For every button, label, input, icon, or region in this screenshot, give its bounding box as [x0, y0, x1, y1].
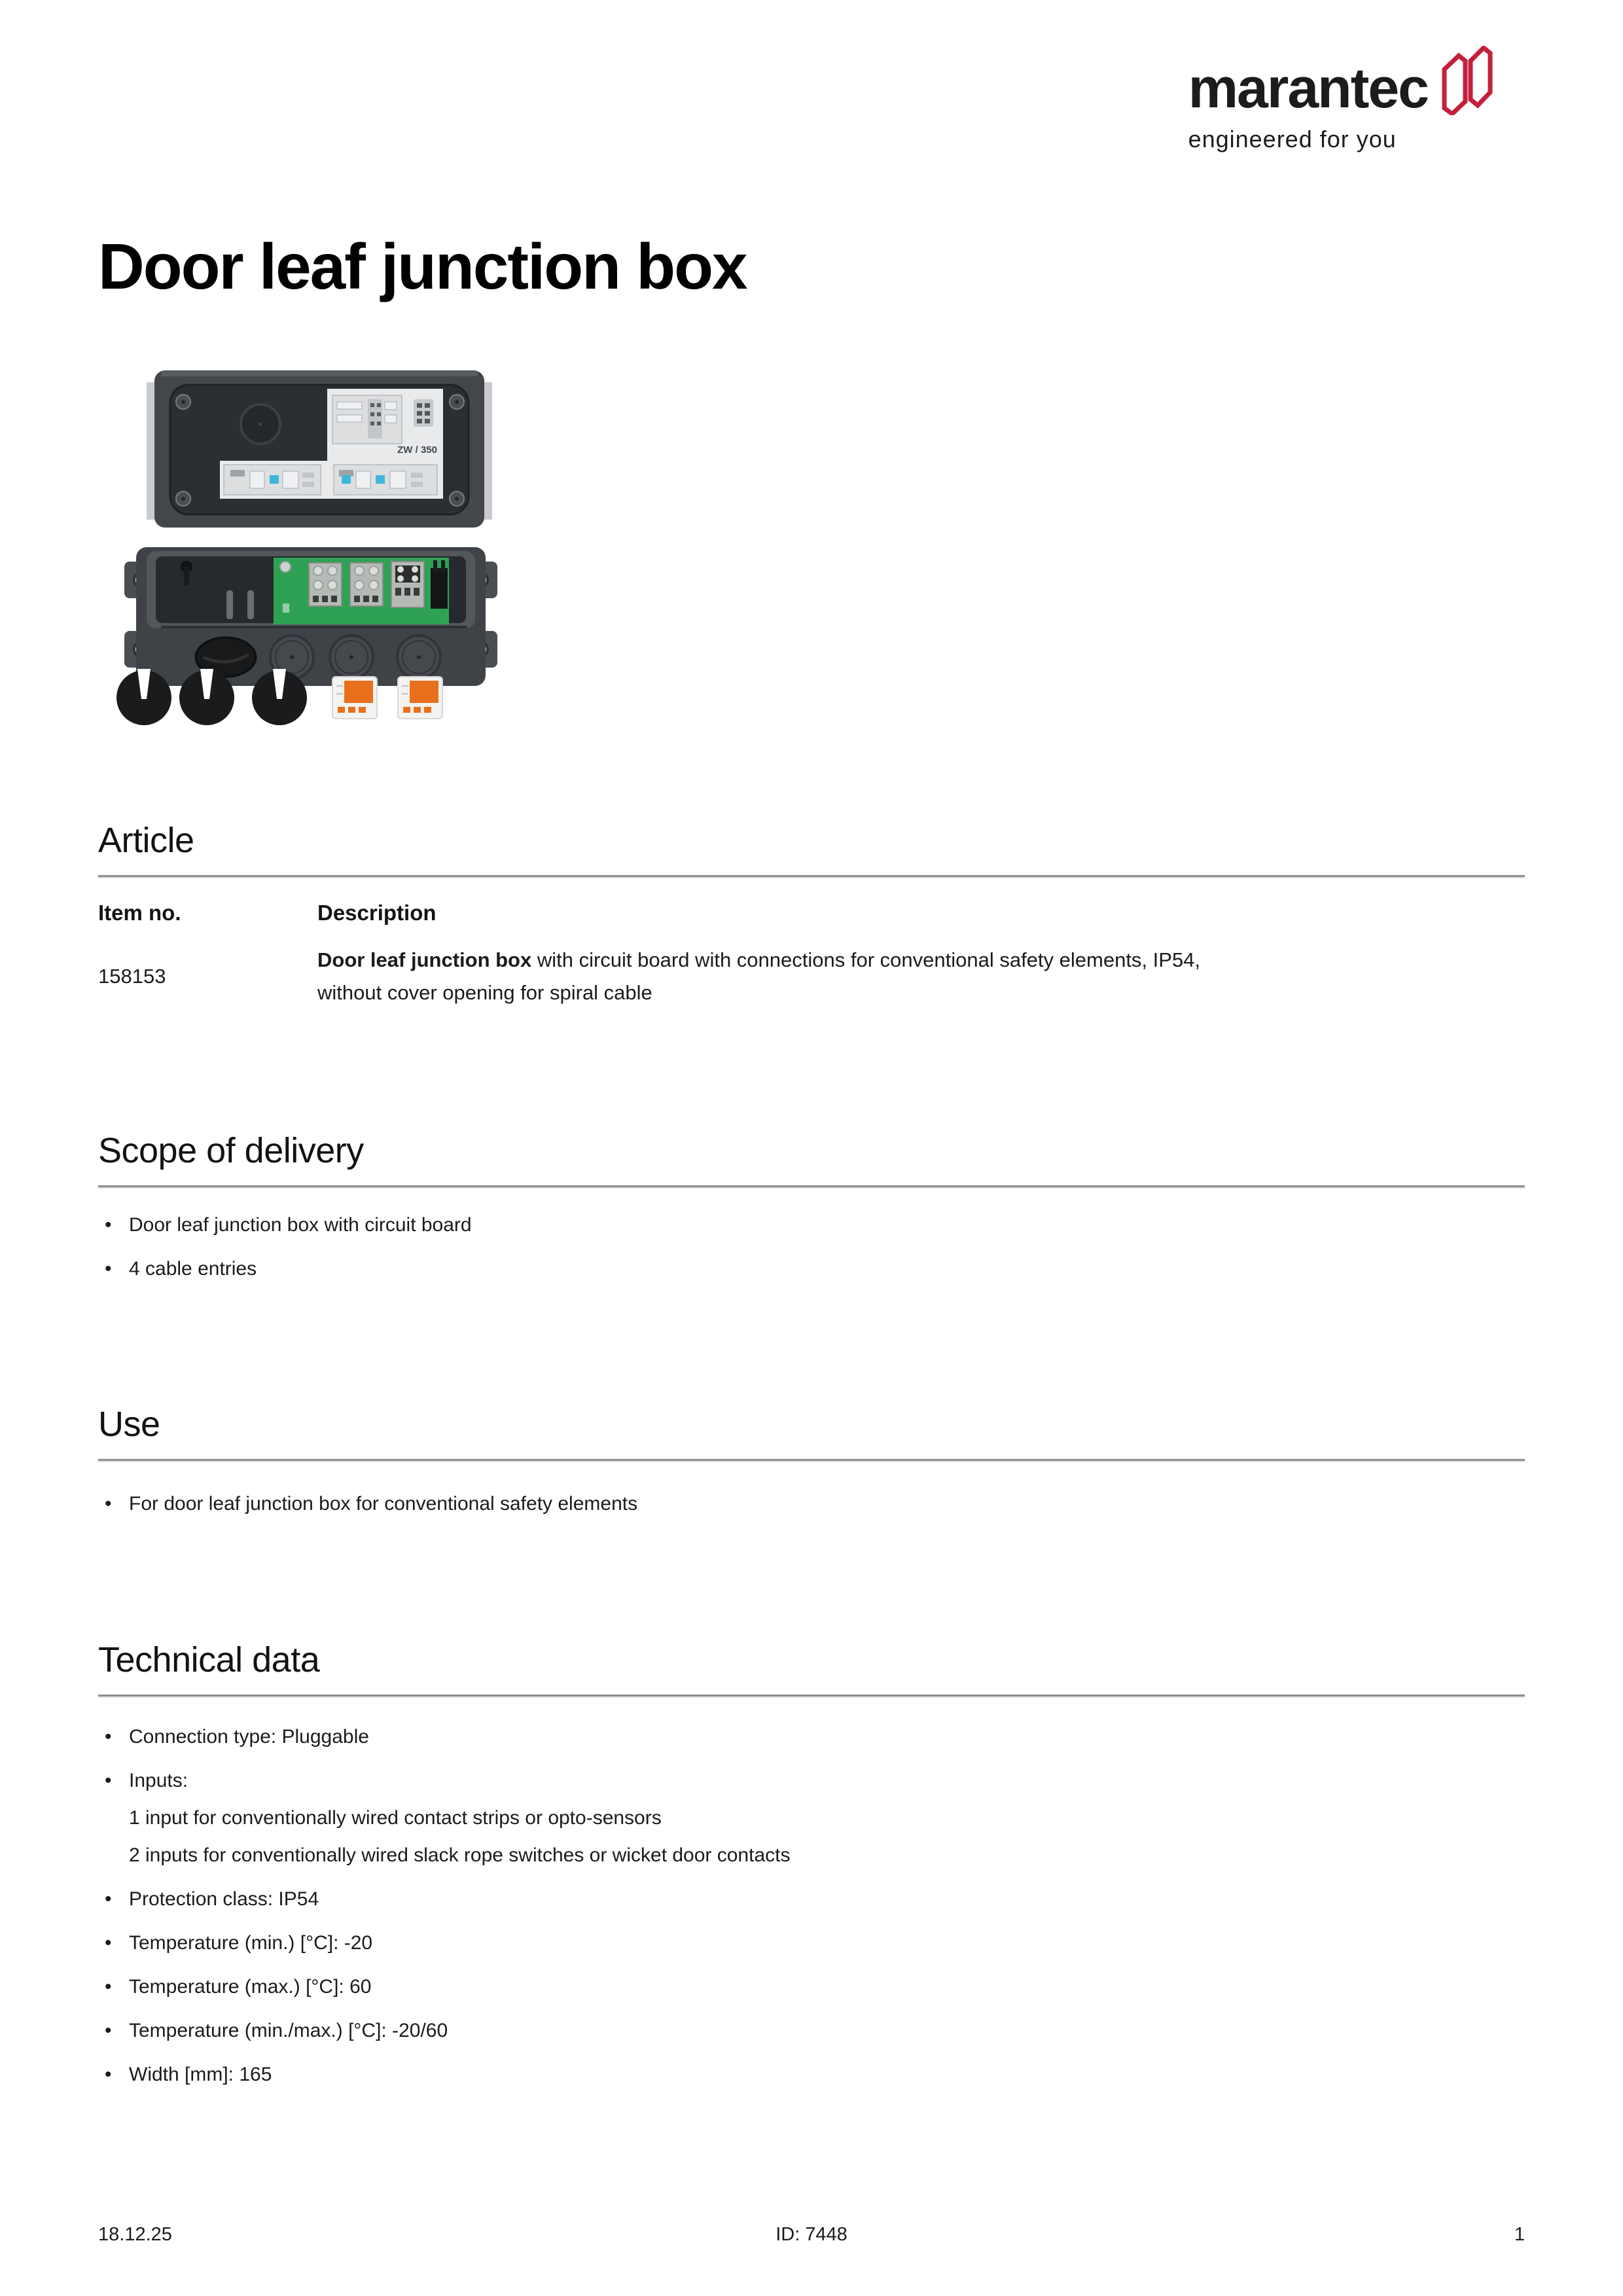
- brand-tagline: engineered for you: [1188, 126, 1397, 152]
- brand-wordmark: marantec: [1188, 57, 1428, 120]
- description-line2: without cover opening for spiral cable: [317, 980, 652, 1004]
- cover-label-code: ZW / 350: [397, 444, 437, 456]
- marantec-logo: [1188, 46, 1493, 153]
- scope-heading: Scope of delivery: [98, 1131, 364, 1170]
- article-table-header: [98, 901, 1525, 925]
- item-number: 158153: [98, 964, 166, 988]
- circuit-board: [274, 558, 449, 624]
- list-item: • Temperature (min./max.) [°C]: -20/60: [98, 2017, 1525, 2045]
- section-use: [98, 1406, 1525, 1534]
- list-item: • Door leaf junction box with circuit board: [98, 1211, 1525, 1240]
- list-item-subline: 2 inputs for conventionally wired slack rope switches or wicket door contacts: [129, 1844, 791, 1866]
- column-description: Description: [317, 900, 437, 925]
- technical-heading: Technical data: [98, 1640, 320, 1679]
- rubber-grommets: [116, 669, 307, 725]
- section-divider: [98, 1459, 1525, 1461]
- section-divider: [98, 1695, 1525, 1696]
- list-item-subline: 1 input for conventionally wired contact strips or opto-sensors: [129, 1806, 662, 1829]
- scope-list: [98, 1211, 1525, 1283]
- marantec-door-leaves-icon: [1441, 46, 1493, 115]
- page-title: Door leaf junction box: [98, 230, 747, 302]
- list-item: [98, 1767, 1525, 1870]
- use-list: [98, 1490, 1525, 1518]
- article-row: [98, 944, 1525, 1009]
- junction-box-base: [124, 547, 497, 686]
- footer-date: 18.12.25: [98, 2224, 172, 2245]
- junction-box-cover: [147, 370, 492, 528]
- footer-doc-id: ID: 7448: [776, 2224, 847, 2245]
- section-divider: [98, 875, 1525, 877]
- article-heading: Article: [98, 821, 194, 860]
- list-item: • Temperature (min.) [°C]: -20: [98, 1929, 1525, 1958]
- door-leaf-right: [1471, 48, 1490, 105]
- section-technical-data: [98, 1641, 1525, 2104]
- section-scope-of-delivery: [98, 1132, 1525, 1299]
- page-footer: [98, 2224, 1525, 2246]
- terminal-blocks: [309, 562, 424, 607]
- door-leaf-left: [1444, 56, 1465, 114]
- item-description: [317, 944, 1200, 1009]
- technical-list: [98, 1723, 1525, 2089]
- list-item: • Connection type: Pluggable: [98, 1723, 1525, 1751]
- list-item: • For door leaf junction box for conventional safety elements: [98, 1490, 1525, 1518]
- list-item: • Temperature (max.) [°C]: 60: [98, 1973, 1525, 2001]
- section-divider: [98, 1185, 1525, 1187]
- list-item-label: • Inputs:: [129, 1769, 188, 1791]
- list-item: • Protection class: IP54: [98, 1885, 1525, 1914]
- section-article: [98, 822, 1525, 1009]
- column-item-no: Item no.: [98, 900, 181, 925]
- footer-page-number: 1: [1514, 2224, 1525, 2245]
- product-photo: [98, 361, 524, 734]
- list-item: • Width [mm]: 165: [98, 2060, 1525, 2089]
- use-heading: Use: [98, 1405, 160, 1444]
- list-item: • 4 cable entries: [98, 1255, 1525, 1283]
- description-line1: Door leaf junction box with circuit board with connections for conventional safety elements, IP54,: [317, 948, 1201, 971]
